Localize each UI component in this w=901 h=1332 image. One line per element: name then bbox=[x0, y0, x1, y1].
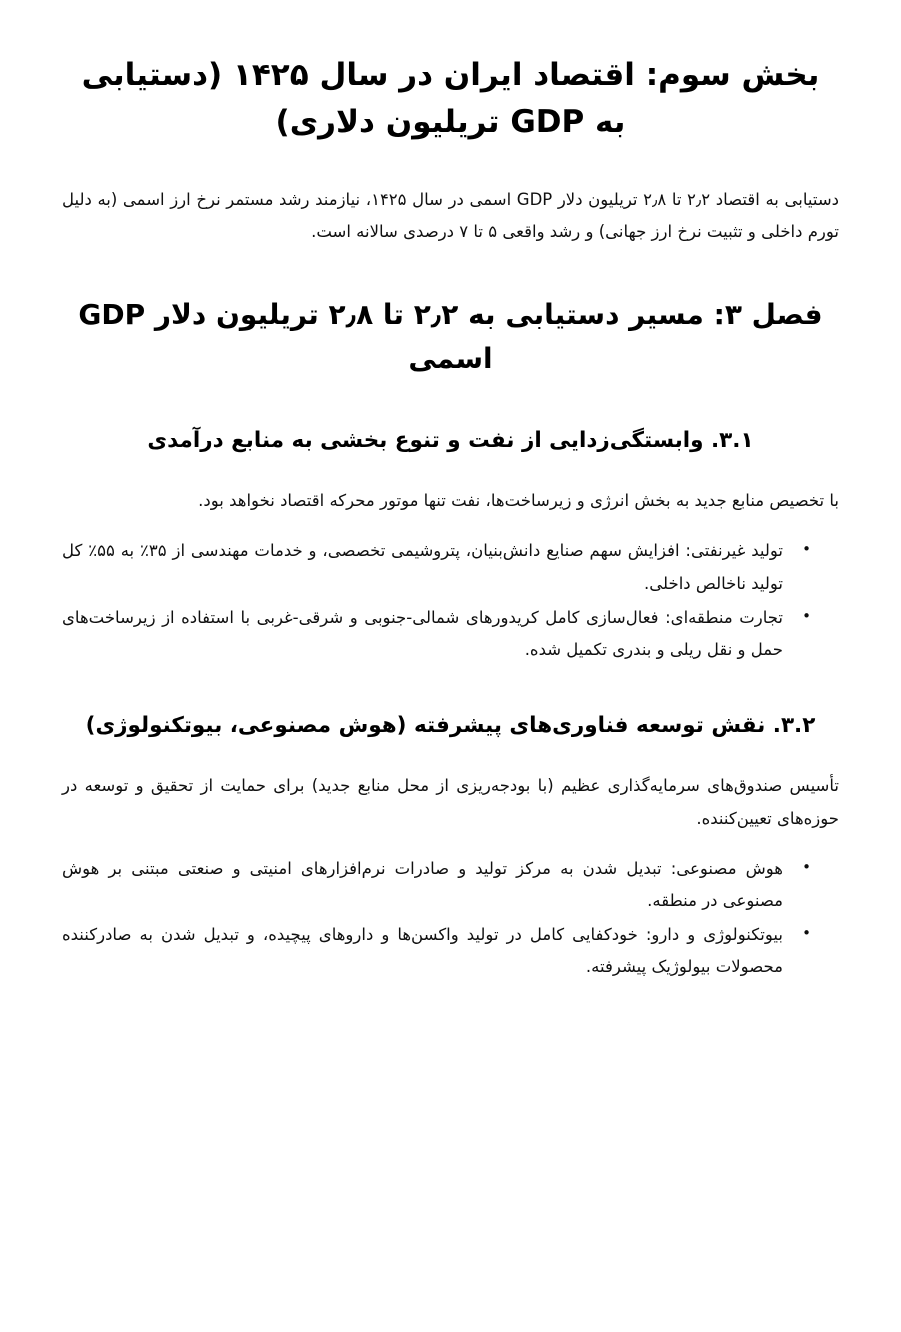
bullet-point-icon: • bbox=[802, 540, 811, 559]
section-paragraph-3-2: تأسیس صندوق‌های سرمایه‌گذاری عظیم (با بودجه‌ریزی از محل منابع جدید) برای حمایت از تحقیق و توسعه در حوزه‌های تعیین‌کننده. bbox=[62, 776, 839, 828]
section-heading-3-2: ۳.۲. نقش توسعه فناوری‌های پیشرفته (هوش مصنوعی، بیوتکنولوژی) bbox=[85, 713, 816, 739]
list-item-text: هوش مصنوعی: تبدیل شدن به مرکز تولید و صادرات نرم‌افزارهای امنیتی و صنعتی مبتنی بر هوش مصنوعی در منطقه. bbox=[62, 858, 783, 910]
intro-paragraph: دستیابی به اقتصاد ۲٫۲ تا ۲٫۸ تریلیون دلار GDP اسمی در سال ۱۴۲۵، نیازمند رشد مستمر نرخ ارز اسمی (به دلیل تورم داخلی و تثبیت نرخ ارز جهانی) و رشد واقعی ۵ تا ۷ درصدی سالانه است. bbox=[62, 190, 839, 242]
bullet-point-icon: • bbox=[802, 857, 811, 876]
chapter-title: فصل ۳: مسیر دستیابی به ۲٫۲ تا ۲٫۸ تریلیون دلار GDP اسمی bbox=[78, 297, 823, 375]
list-item bbox=[62, 602, 811, 666]
bullet-point-icon: • bbox=[802, 606, 811, 625]
list-item-text: تولید غیرنفتی: افزایش سهم صنایع دانش‌بنیان، پتروشیمی تخصصی، و خدمات مهندسی از ۳۵٪ به ۵۵٪ کل تولید ناخالص داخلی. bbox=[62, 541, 784, 593]
list-item bbox=[62, 535, 811, 599]
bullet-point-icon: • bbox=[802, 924, 811, 943]
page-bottom-spacer bbox=[62, 985, 839, 1155]
list-item-text: تجارت منطقه‌ای: فعال‌سازی کامل کریدورهای شمالی-جنوبی و شرقی-غربی با استفاده از زیرساخت‌های حمل و نقل ریلی و بندری تکمیل شده. bbox=[62, 607, 783, 659]
bullet-list-3-1 bbox=[62, 517, 839, 666]
list-item bbox=[62, 853, 811, 917]
bullet-list-3-2 bbox=[62, 835, 839, 984]
page-title: بخش سوم: اقتصاد ایران در سال ۱۴۲۵ (دستیابی به GDP تریلیون دلاری) bbox=[81, 57, 820, 141]
list-item bbox=[62, 919, 811, 983]
list-item-text: بیوتکنولوژی و دارو: خودکفایی کامل در تولید واکسن‌ها و داروهای پیچیده، و تبدیل شدن به صادرکننده محصولات بیولوژیک پیشرفته. bbox=[62, 925, 783, 977]
section-heading-3-1: ۳.۱. وابستگی‌زدایی از نفت و تنوع بخشی به منابع درآمدی bbox=[147, 428, 754, 454]
section-paragraph-3-1: با تخصیص منابع جدید به بخش انرژی و زیرساخت‌ها، نفت تنها موتور محرکه اقتصاد نخواهد بود. bbox=[198, 491, 839, 511]
